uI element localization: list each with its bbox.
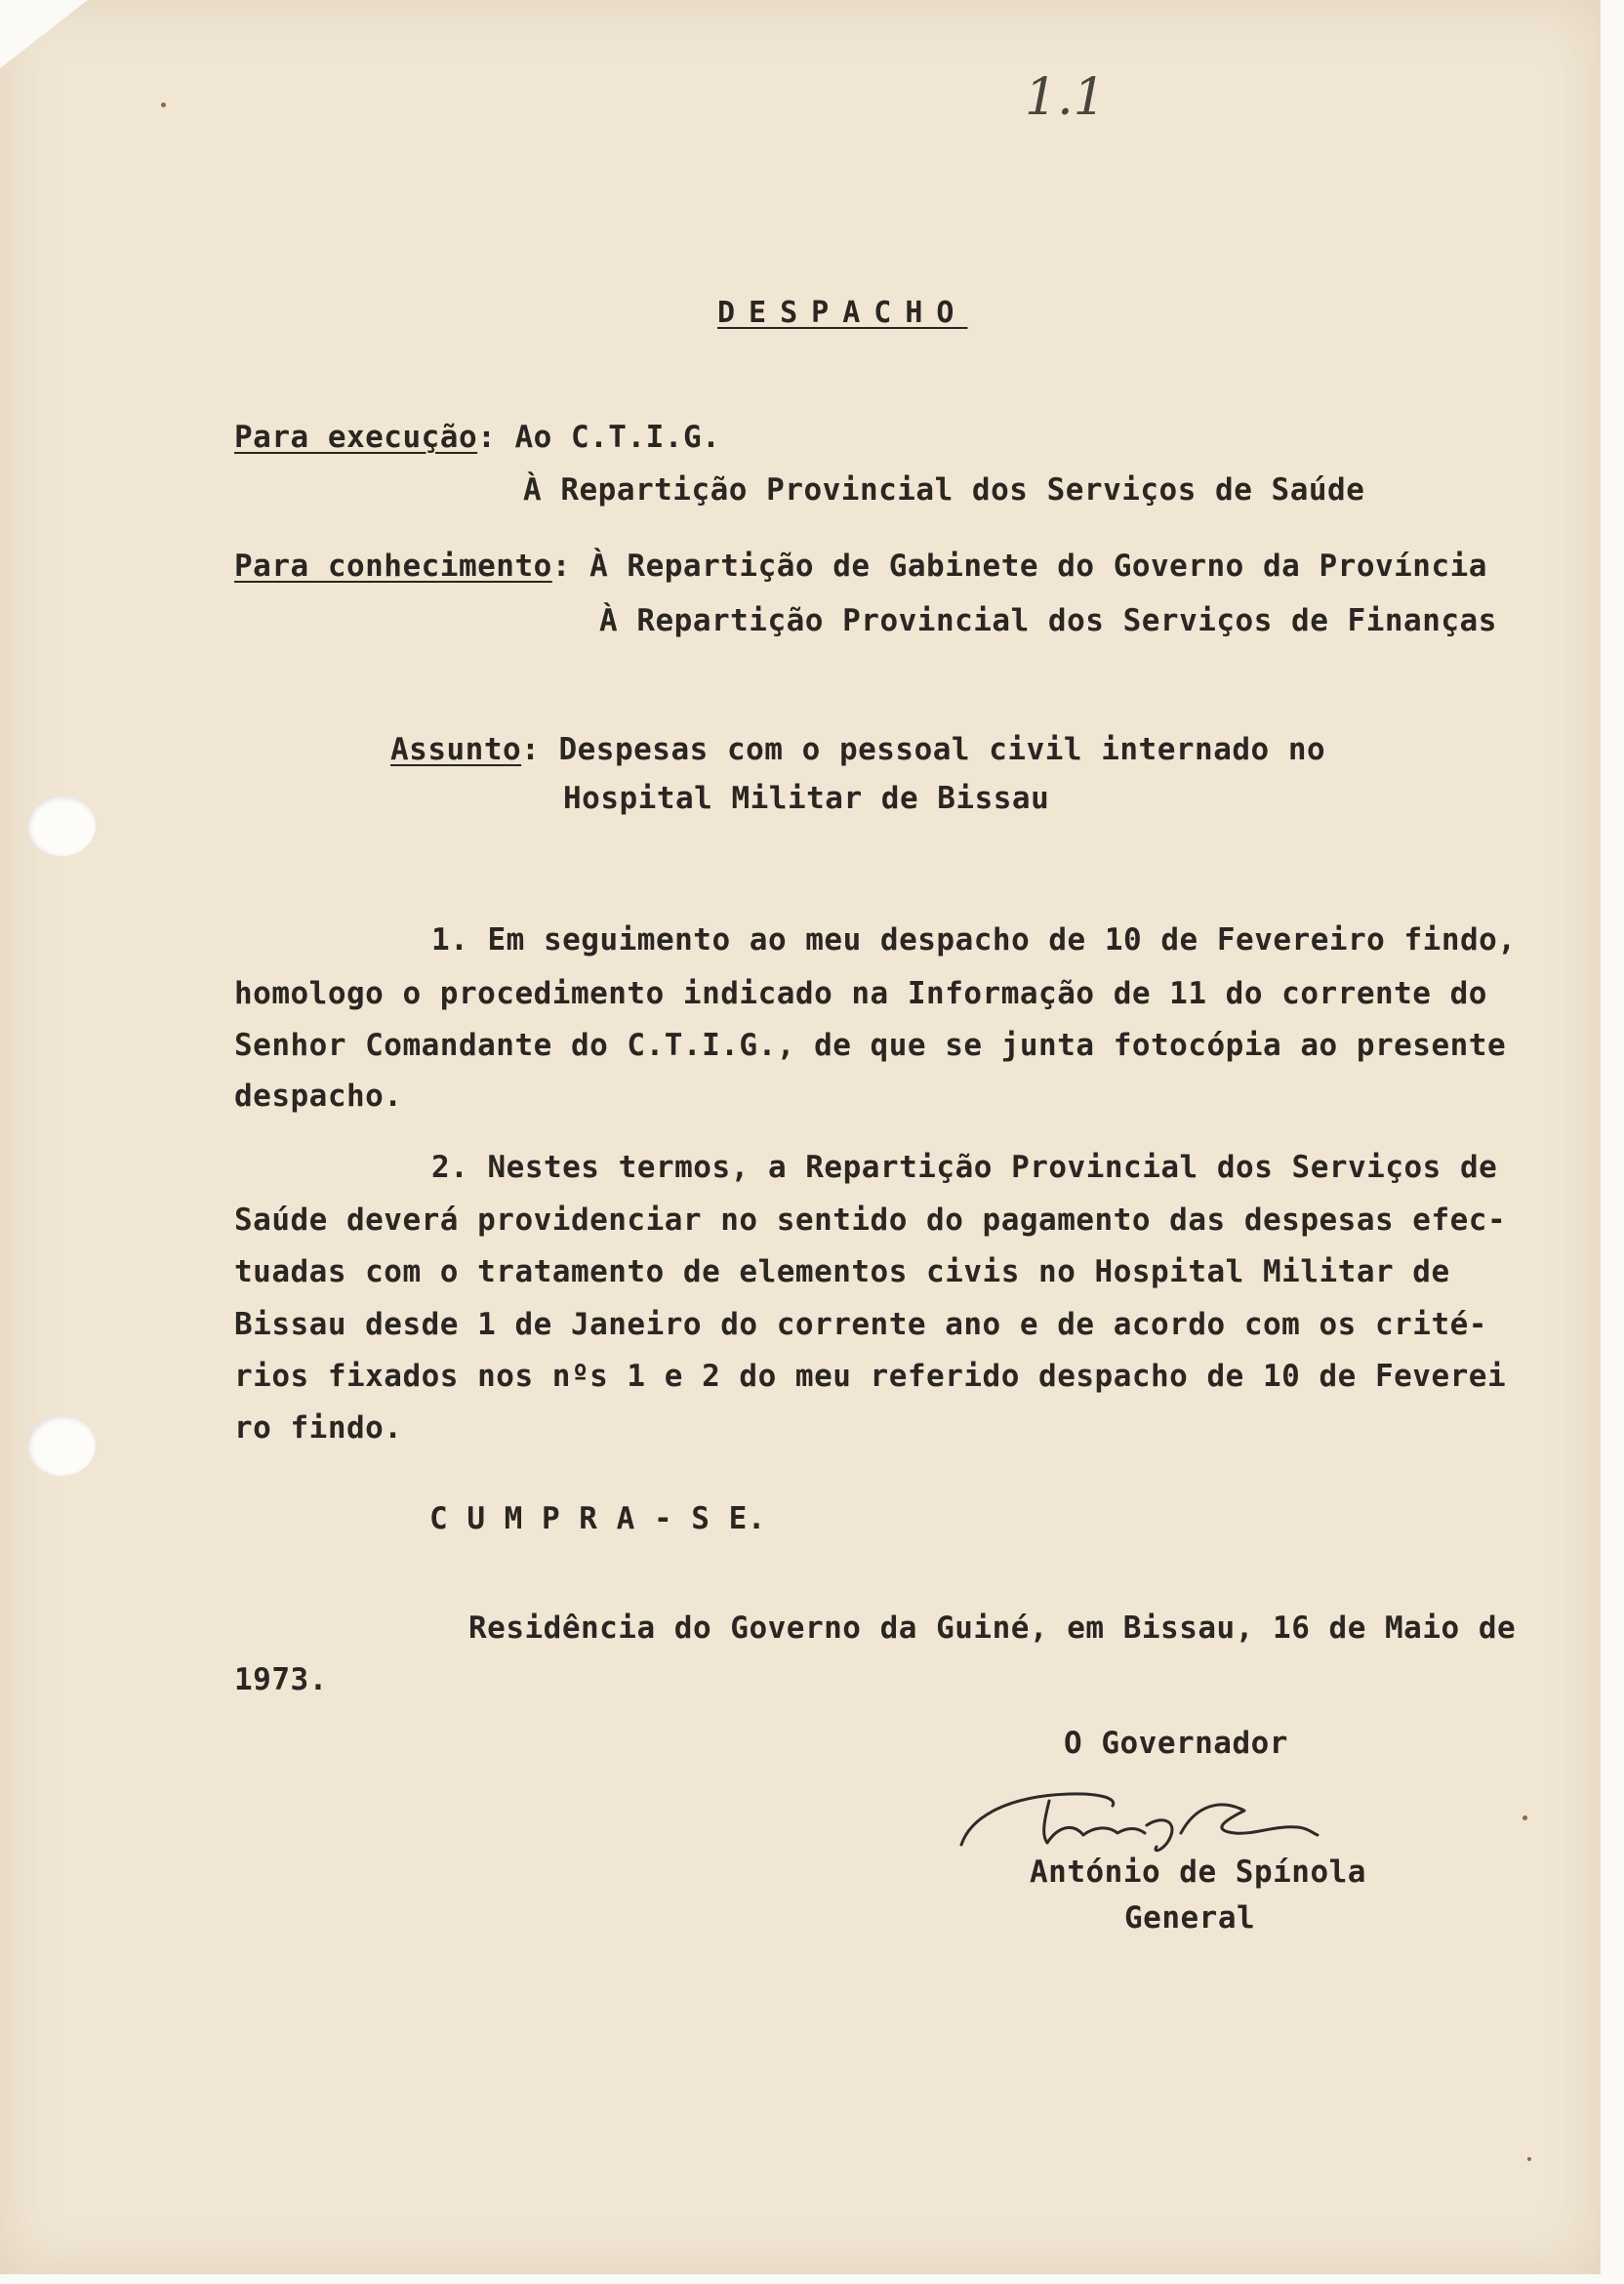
paragraph1-line: despacho. (234, 1079, 403, 1114)
signatory-rank: General (1124, 1900, 1256, 1936)
paragraph1-line: 1. Em seguimento ao meu despacho de 10 de Fevereiro findo, (431, 922, 1517, 958)
signatory-title: O Governador (1064, 1726, 1288, 1761)
para-execucao-label: Para execução (234, 420, 478, 455)
punch-hole (27, 1415, 96, 1476)
colon: : (477, 420, 515, 455)
handwritten-signature (952, 1757, 1361, 1864)
para-execucao-row (234, 420, 720, 455)
colon: : (521, 732, 559, 767)
paragraph2-line: tuadas com o tratamento de elementos civis no Hospital Militar de (234, 1254, 1450, 1289)
para-execucao-line1: Ao C.T.I.G. (514, 420, 721, 455)
assunto-line1: Despesas com o pessoal civil internado no (558, 732, 1326, 767)
paragraph2-line: rios fixados nos nºs 1 e 2 do meu referido despacho de 10 de Feverei (234, 1359, 1507, 1394)
folded-corner (0, 0, 88, 68)
paper-speck (1527, 2157, 1531, 2161)
handwritten-page-number: 1.1 (1025, 68, 1106, 127)
closing-cumpra-se: C U M P R A - S E. (429, 1501, 766, 1536)
assunto-label: Assunto (390, 732, 522, 767)
place-date-line2: 1973. (234, 1662, 328, 1697)
colon: : (551, 549, 590, 584)
paper-speck (161, 102, 166, 107)
place-date-line1: Residência do Governo da Guiné, em Bissau, 16 de Maio de (468, 1611, 1517, 1646)
paragraph2-line: Saúde deverá providenciar no sentido do pagamento das despesas efec- (234, 1203, 1507, 1238)
para-execucao-line2: À Repartição Provincial dos Serviços de Saúde (523, 472, 1365, 508)
paragraph2-line: ro findo. (234, 1410, 403, 1446)
scan-border-bottom (0, 2274, 1624, 2284)
para-conhecimento-row (234, 549, 1487, 584)
scan-border-right (1601, 0, 1624, 2284)
paragraph2-line: 2. Nestes termos, a Repartição Provincial dos Serviços de (431, 1150, 1498, 1185)
para-conhecimento-line2: À Repartição Provincial dos Serviços de Finanças (599, 603, 1497, 638)
assunto-row (390, 732, 1325, 767)
para-conhecimento-label: Para conhecimento (234, 549, 552, 584)
assunto-line2: Hospital Militar de Bissau (563, 781, 1050, 816)
punch-hole (27, 795, 96, 856)
para-conhecimento-line1: À Repartição de Gabinete do Governo da Província (589, 549, 1487, 584)
paper-speck (1522, 1815, 1527, 1820)
paragraph2-line: Bissau desde 1 de Janeiro do corrente ano e de acordo com os crité- (234, 1307, 1487, 1342)
paragraph1-line: Senhor Comandante do C.T.I.G., de que se junta fotocópia ao presente (234, 1028, 1507, 1063)
paragraph1-line: homologo o procedimento indicado na Informação de 11 do corrente do (234, 976, 1487, 1011)
document-title: DESPACHO (717, 296, 968, 330)
signatory-name: António de Spínola (1030, 1855, 1366, 1890)
